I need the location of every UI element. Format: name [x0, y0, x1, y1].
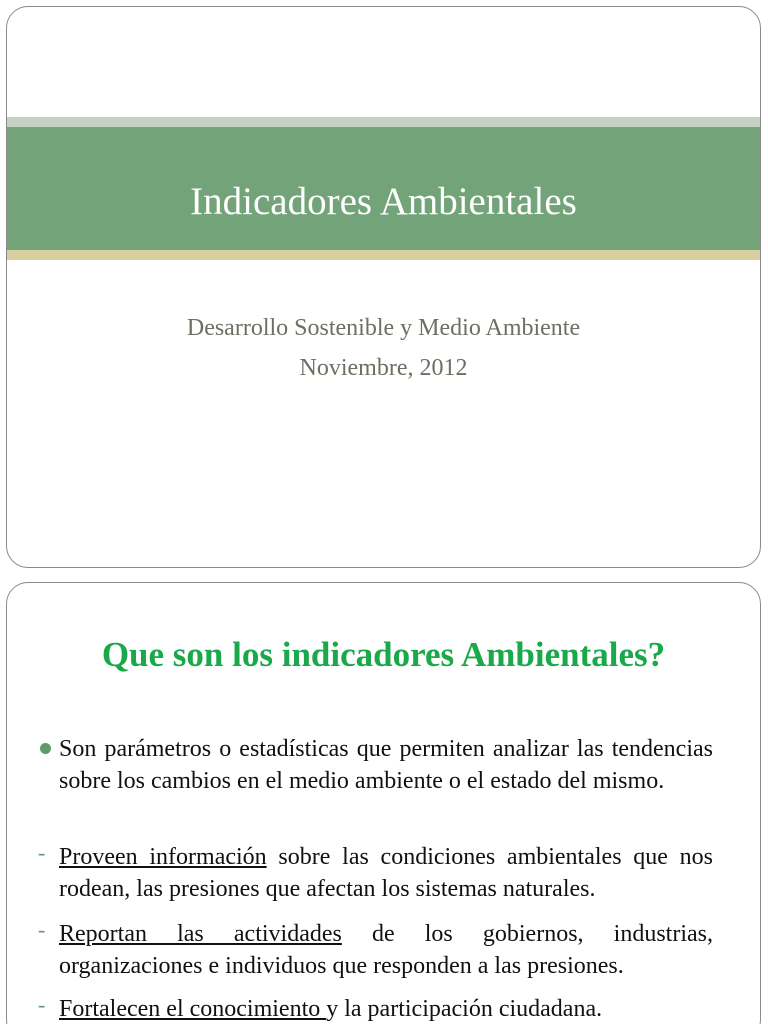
bullet-dot-icon — [40, 743, 51, 754]
dash-item-underlined: Proveen información — [59, 844, 267, 870]
dash-item-text: sobre las condiciones ambientales que nos rodean, las presiones que afectan los sistemas naturales. — [59, 844, 714, 902]
dash-item — [38, 917, 713, 982]
bullet-item — [59, 733, 713, 797]
slide-date: Noviembre, 2012 — [299, 355, 468, 381]
bullet-text: Son parámetros o estadísticas que permiten analizar las tendencias sobre los cambios en el medio ambiente o el estado del mismo. — [59, 736, 713, 794]
title-band-bottom-stripe — [7, 250, 760, 260]
dash-item — [38, 840, 714, 905]
content-slide — [6, 582, 761, 1024]
dash-item-text: y la participación ciudadana. — [326, 996, 603, 1022]
slide-heading: Que son los indicadores Ambientales? — [101, 635, 666, 674]
title-slide — [6, 6, 761, 568]
dash-marker: - — [38, 992, 46, 1017]
dash-item-underlined: Fortalecen el conocimiento — [59, 996, 327, 1022]
title-band-top-stripe — [7, 117, 760, 127]
dash-marker: - — [38, 917, 46, 942]
dash-item — [38, 992, 713, 1024]
dash-item-underlined: Reportan las actividades — [59, 921, 342, 947]
dash-item-text: de los gobiernos, industrias, organizaciones e individuos que responden a las presiones. — [59, 921, 713, 979]
slide-subtitle: Desarrollo Sostenible y Medio Ambiente — [186, 315, 581, 341]
slide-title: Indicadores Ambientales — [190, 180, 577, 223]
dash-marker: - — [38, 840, 46, 865]
